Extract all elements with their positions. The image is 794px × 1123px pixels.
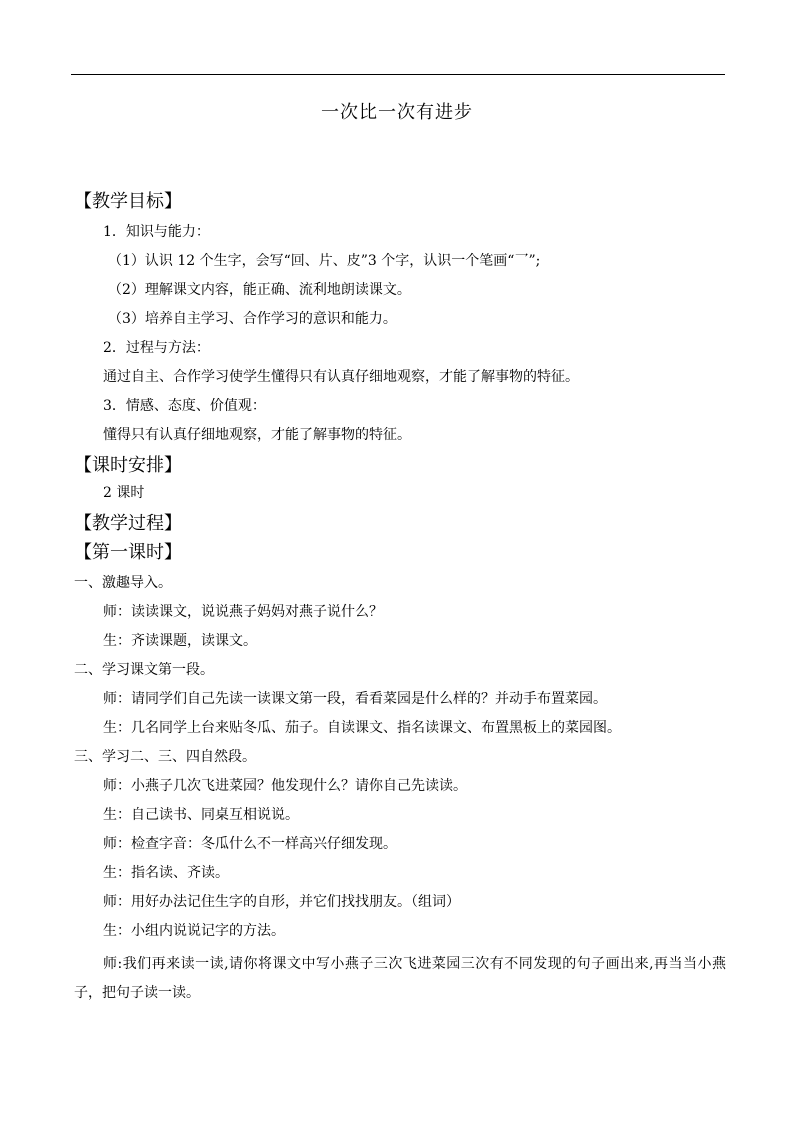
step-2-heading: 二、学习课文第一段。 <box>74 662 214 678</box>
goal-subitem-1c: （3）培养自主学习、合作学习的意识和能力。 <box>108 311 397 327</box>
section-heading-goals: 【教学目标】 <box>74 191 182 212</box>
goal-item-3: 3．情感、态度、价值观： <box>103 398 266 414</box>
goal-item-3-text: 懂得只有认真仔细地观察，才能了解事物的特征。 <box>103 427 411 443</box>
section-heading-schedule: 【课时安排】 <box>74 455 182 476</box>
step-3-student-1: 生：自己读书、同桌互相说说。 <box>103 807 299 823</box>
goal-item-2: 2．过程与方法： <box>103 340 210 356</box>
step-3-teacher-3: 师：用好办法记住生字的自形，并它们找找朋友。（组词） <box>103 894 460 910</box>
section-heading-lesson1: 【第一课时】 <box>74 542 182 563</box>
step-2-teacher: 师：请同学们自己先读一读课文第一段，看看菜园是什么样的？并动手布置菜园。 <box>103 691 607 707</box>
step-2-student: 生：几名同学上台来贴冬瓜、茄子。自读课文、指名读课文、布置黑板上的菜园图。 <box>103 720 621 736</box>
step-3-heading: 三、学习二、三、四自然段。 <box>74 749 256 765</box>
document-title: 一次比一次有进步 <box>321 102 473 123</box>
step-3-student-3: 生：小组内说说记字的方法。 <box>103 923 285 939</box>
goal-subitem-1b: （2）理解课文内容，能正确、流利地朗读课文。 <box>108 282 411 298</box>
goal-item-2-text: 通过自主、合作学习使学生懂得只有认真仔细地观察，才能了解事物的特征。 <box>103 369 579 385</box>
step-3-teacher-2: 师：检查字音：冬瓜什么不一样高兴仔细发现。 <box>103 836 397 852</box>
step-3-teacher-1: 师：小燕子几次飞进菜园？他发现什么？请你自己先读读。 <box>103 778 467 794</box>
step-3-teacher-4: 师:我们再来读一读,请你将课文中写小燕子三次飞进菜园三次有不同发现的句子画出来,再当当小燕子，把句子读一读。 <box>74 956 726 1001</box>
step-1-student: 生：齐读课题，读课文。 <box>103 633 257 649</box>
step-1-heading: 一、激趣导入。 <box>74 575 172 591</box>
header-rule <box>71 74 725 75</box>
goal-item-1: 1．知识与能力： <box>103 224 210 240</box>
step-1-teacher: 师：读读课文，说说燕子妈妈对燕子说什么？ <box>103 604 383 620</box>
schedule-text: 2 课时 <box>103 485 145 501</box>
step-3-student-2: 生：指名读、齐读。 <box>103 865 229 881</box>
section-heading-process: 【教学过程】 <box>74 513 182 534</box>
goal-subitem-1a: （1）认识 12 个生字，会写“回、片、皮”3 个字，认识一个笔画“乛”; <box>108 253 541 269</box>
